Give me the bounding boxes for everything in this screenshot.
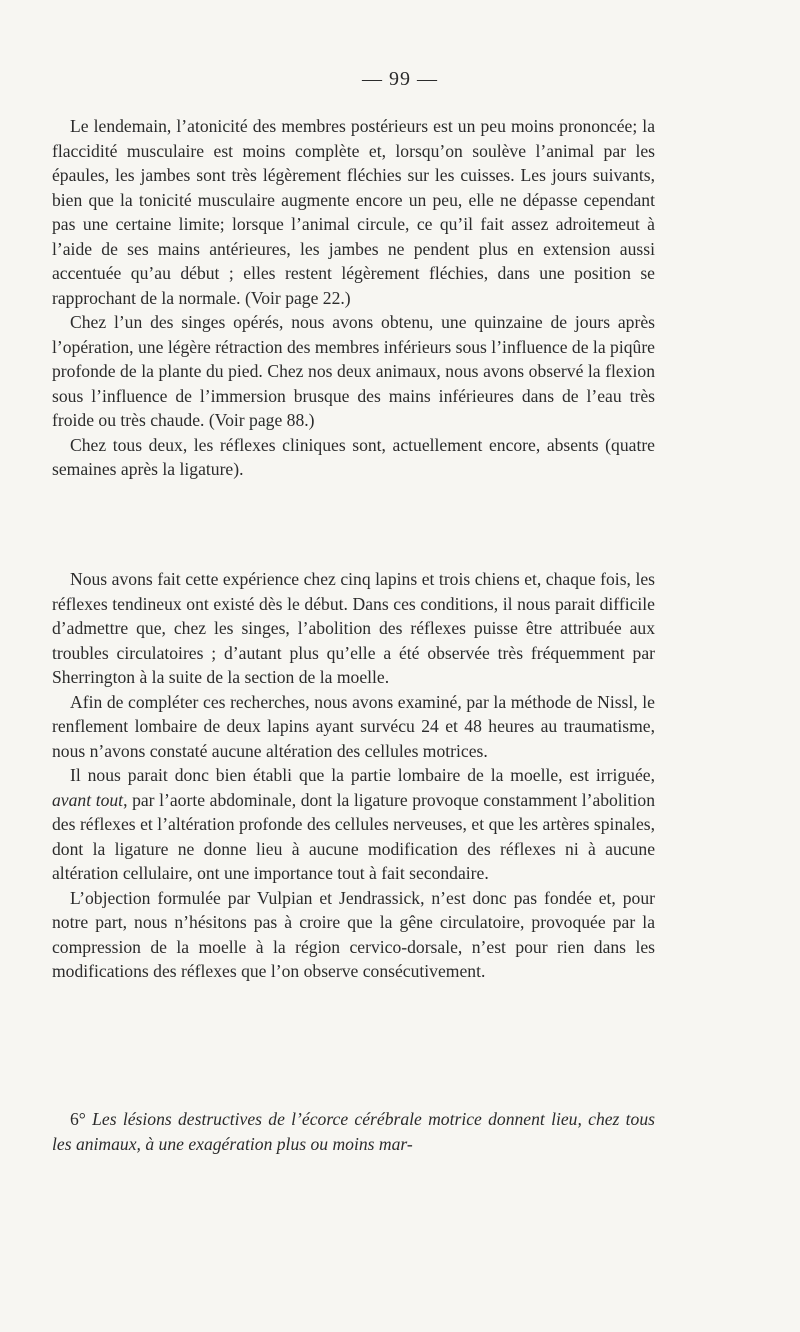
irrigation-text-after: , par l’aorte abdominale, dont la ligature provoque constamment l’abolition des réflexes et l’altération profonde des cellules nerveuses, et que les artères spinales, dont la ligature ne donne lieu à aucune modification des réflexes ni à aucune altération cellulaire, ont une importance tout à fait secondaire. bbox=[52, 789, 655, 883]
paragraph-irrigation bbox=[52, 763, 655, 886]
page-number: — 99 — bbox=[362, 68, 438, 90]
text-block-heading bbox=[52, 1107, 655, 1156]
irrigation-italic: avant tout bbox=[52, 789, 124, 810]
paragraph-singes: Chez l’un des singes opérés, nous avons obtenu, une quinzaine de jours après l’opération, une légère rétraction des membres inférieurs sous l’influence de la piqûre profonde de la plante du pied. Chez nos deux animaux, nous avons observé la flexion sous l’influence de l’immersion brusque des mains inférieures dans de l’eau très froide ou très chaude. (Voir page 88.) bbox=[52, 312, 655, 430]
text-block-middle bbox=[52, 567, 655, 984]
paragraph-atonicite: Le lendemain, l’atonicité des membres postérieurs est un peu moins prononcée; la flaccidité musculaire est moins complète et, lorsqu’on soulève l’animal par les épaules, les jambes sont très légèrement fléchies sur les cuisses. Les jours suivants, bien que la tonicité musculaire augmente encore un peu, elle ne dépasse cependant pas une certaine limite; lorsque l’animal circule, ce qu’il fait assez adroitemeut à l’aide de ses mains antérieures, les jambes ne pendent plus en extension aussi accentuée qu’au début ; elles restent légèrement fléchies, dans une position se rapprochant de la normale. (Voir page 22.) bbox=[52, 116, 655, 308]
irrigation-text-before: Il nous parait donc bien établi que la partie lombaire de la moelle, est irriguée, bbox=[70, 765, 655, 785]
section-heading bbox=[52, 1107, 655, 1156]
paragraph-nissl: Afin de compléter ces recherches, nous avons examiné, par la méthode de Nissl, le renflement lombaire de deux lapins ayant survécu 24 et 48 heures au traumatisme, nous n’avons constaté aucune altération des cellules motrices. bbox=[52, 691, 655, 761]
section-number: 6° bbox=[70, 1109, 86, 1129]
text-block-top bbox=[52, 114, 655, 482]
paragraph-vulpian: L’objection formulée par Vulpian et Jendrassick, n’est donc pas fondée et, pour notre part, nous n’hésitons pas à croire que la gêne circulatoire, provoquée par la compression de la moelle à la région cervico-dorsale, n’est pour rien dans les modifications des réflexes que l’on observe consécutivement. bbox=[52, 887, 655, 981]
paragraph-reflexes-absents: Chez tous deux, les réflexes cliniques sont, actuellement encore, absents (quatre semaines après la ligature). bbox=[52, 434, 655, 479]
section-heading-text: Les lésions destructives de l’écorce cérébrale motrice donnent lieu, chez tous les animaux, à une exagération plus ou moins mar- bbox=[52, 1109, 655, 1154]
paragraph-lapins-chiens: Nous avons fait cette expérience chez cinq lapins et trois chiens et, chaque fois, les réflexes tendineux ont existé dès le début. Dans ces conditions, il nous parait difficile d’admettre que, chez les singes, l’abolition des réflexes puisse être attribuée aux troubles circulatoires ; d’autant plus qu’elle a été observée très fréquemment par Sherrington à la suite de la section de la moelle. bbox=[52, 569, 655, 687]
